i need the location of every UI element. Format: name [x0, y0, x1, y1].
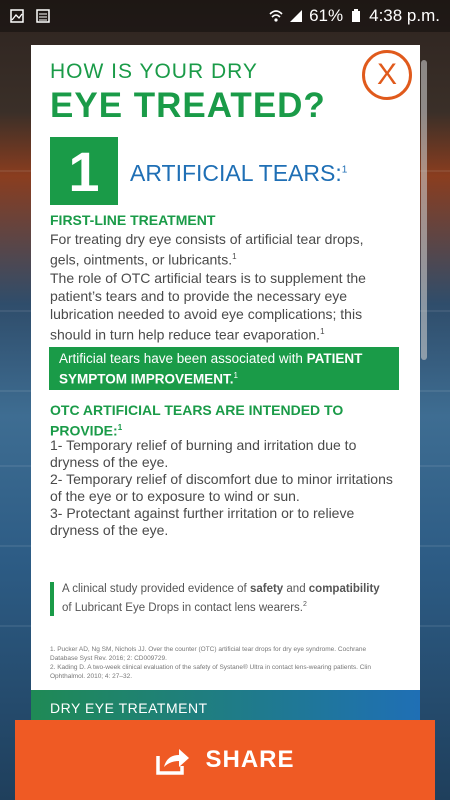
image-notification-icon — [10, 9, 24, 23]
clock: 4:38 p.m. — [369, 6, 440, 25]
close-button[interactable] — [362, 50, 412, 100]
section-number-badge: 1 — [50, 137, 118, 205]
quote-text: A clinical study provided evidence of — [62, 583, 250, 595]
banner-bold: PATIENT SYMPTOM IMPROVEMENT. — [59, 351, 363, 387]
otc-heading — [50, 402, 390, 440]
quote-bold-safety: safety — [249, 583, 284, 595]
close-icon: X — [376, 58, 397, 91]
banner-text: Artificial tears have been associated with — [59, 351, 307, 366]
list-item: 2- Temporary relief of discomfort due to minor irritations of the eye or to exposure to wind or sun. — [50, 471, 393, 504]
wifi-icon — [269, 9, 283, 23]
dry-eye-treatment-footer[interactable]: DRY EYE TREATMENT — [31, 690, 420, 725]
section-title-text: ARTIFICIAL TEARS: — [130, 160, 342, 186]
footnote-ref: 1 — [232, 252, 237, 261]
quote-bold-compatibility: compatibility — [308, 583, 380, 595]
battery-percent: 61% — [309, 6, 344, 25]
footnote-ref: 1 — [117, 423, 123, 432]
reference-item: 2. Kading D. A two-week clinical evaluation of the safety of Systane® Ultra in contact lens-wearing patients. Clin Ophthalmol. 2010; 4: 27–32. — [50, 664, 371, 680]
references — [50, 645, 395, 681]
modal-scrollbar[interactable] — [421, 60, 427, 360]
section-title — [130, 160, 347, 187]
body-paragraph-1-text: For treating dry eye consists of artificial tear drops, gels, ointments, or lubricants. — [50, 231, 364, 268]
footnote-ref: 2 — [302, 601, 307, 608]
battery-icon — [349, 9, 363, 23]
signal-icon — [289, 9, 303, 23]
quote-text: of Lubricant Eye Drops in contact lens wearers. — [62, 601, 303, 614]
share-icon — [155, 744, 191, 776]
quote-text: and — [283, 583, 309, 595]
body-paragraph-2-text: The role of OTC artificial tears is to supplement the patient’s tears and to provide the necessary eye lubrication needed to avoid eye complications; this should in turn help reduce tear evaporation. — [50, 269, 366, 343]
footnote-ref: 1 — [233, 371, 238, 380]
first-line-body — [50, 230, 395, 343]
list-notification-icon — [36, 9, 50, 23]
otc-benefit-list — [50, 437, 395, 539]
share-label: SHARE — [205, 746, 295, 773]
body-paragraph-2 — [50, 269, 395, 344]
list-item: 1- Temporary relief of burning and irritation due to dryness of the eye. — [50, 437, 357, 470]
share-button[interactable] — [15, 720, 435, 800]
first-line-heading: FIRST-LINE TREATMENT — [50, 212, 216, 228]
patient-improvement-banner — [49, 347, 399, 390]
list-item: 3- Protectant against further irritation or to relieve dryness of the eye. — [50, 505, 355, 538]
footnote-ref: 1 — [320, 326, 325, 336]
section-title-footnote: 1 — [341, 164, 348, 176]
reference-item: 1. Pucker AD, Ng SM, Nichols JJ. Over the counter (OTC) artificial tear drops for dry eye syndrome. Cochrane Database Syst Rev. 2016; 2: CD009729. — [50, 646, 367, 662]
body-paragraph-1 — [50, 230, 395, 269]
clinical-study-quote — [50, 582, 380, 616]
modal-heading-small: HOW IS YOUR DRY — [50, 60, 258, 83]
otc-heading-text: OTC ARTIFICIAL TEARS ARE INTENDED TO PROVIDE: — [50, 402, 344, 439]
modal-heading-big: EYE TREATED? — [50, 86, 326, 125]
status-bar — [0, 0, 450, 32]
